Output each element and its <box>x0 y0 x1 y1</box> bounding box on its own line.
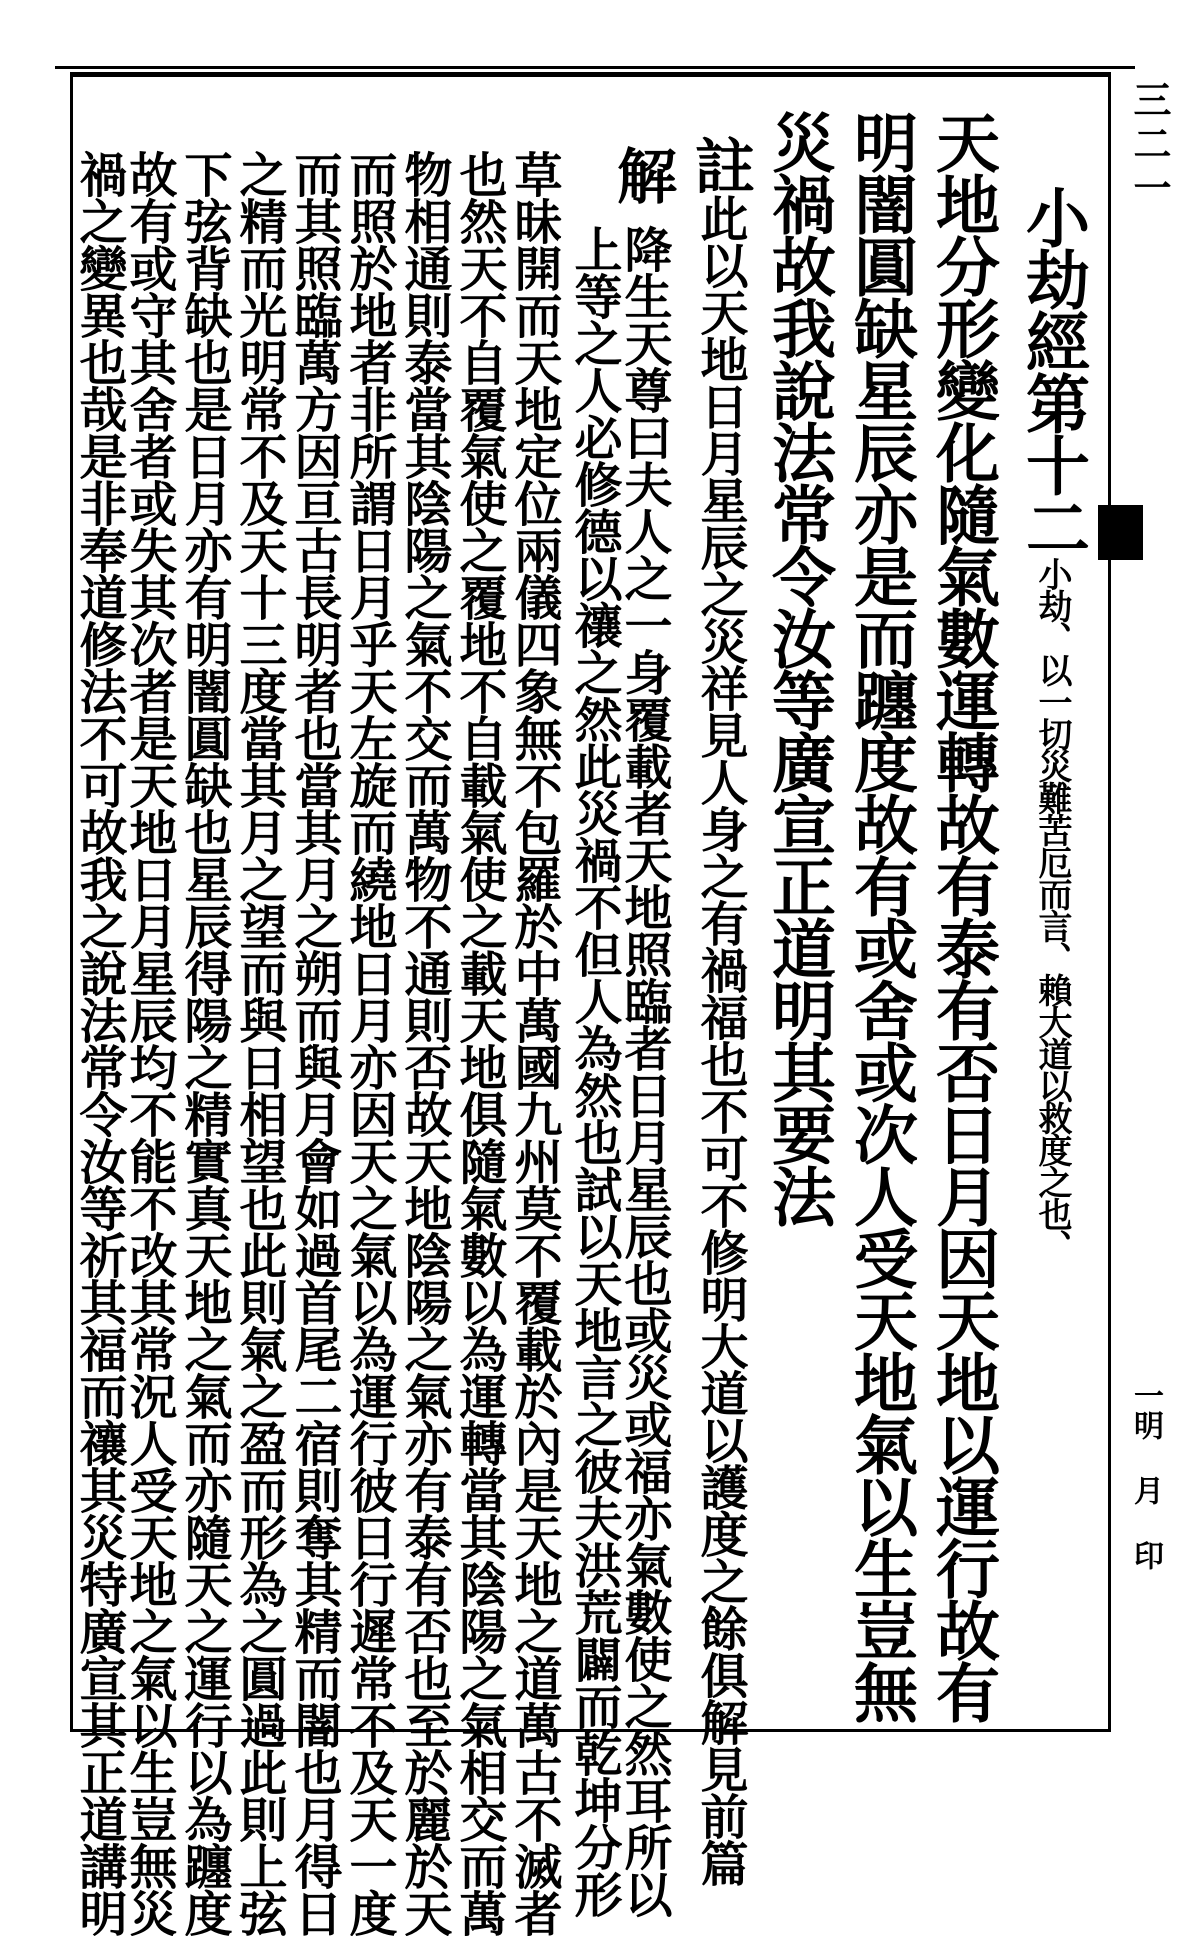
scripture-line-2: 明闇圓缺星辰亦是而躔度故有或舍或次人受天地氣以生豈無 <box>843 110 918 1722</box>
explain-label: 解 <box>607 145 677 205</box>
scripture-line-3: 災禍故我說法常令汝等廣宣正道明其要法 <box>761 110 836 1226</box>
chapter-title: 小劫經第十二 <box>1015 185 1090 557</box>
explain-line-10: 故有或守其舍者或失其次者是天地日月星辰均不能不改其常況人受天地之氣以生豈無災 <box>121 150 177 1936</box>
frame-right-rule <box>1108 72 1111 1732</box>
margin-bottom-text: 一明 月 印 <box>1128 1380 1163 1570</box>
note-text: 此以天地日月星辰之災祥見人身之有禍福也不可不修明大道以護度之餘俱解見前篇 <box>692 194 748 1886</box>
explain-line-5: 物相通則泰當其陰陽之氣不交而萬物不通則否故天地陰陽之氣亦有泰有否也至於麗於天 <box>396 150 452 1936</box>
margin-top-text: 三二一 <box>1127 80 1172 212</box>
explain-line-3: 草昧開而天地定位兩儀四象無不包羅於中萬國九州莫不覆載於內是天地之道萬古不滅者 <box>506 150 562 1936</box>
title-column <box>1015 185 1090 1805</box>
note-column <box>685 135 755 1886</box>
explain-line-8: 之精而光明常不及天十三度當其月之望而與日相望也此則氣之盈而形為之圓過此則上弦 <box>231 150 287 1936</box>
title-note: 小劫、以一切災難苦厄而言、賴大道以救度之也、 <box>1032 557 1072 1261</box>
margin-black-tab <box>1098 505 1143 560</box>
explain-line-2: 上等之人必修德以禳之然此災禍不但人為然也試以天地言之彼夫洪荒闢而乾坤分形 <box>566 225 622 1917</box>
explain-line-6: 而照於地者非所謂日月乎天左旋而繞地日月亦因天之氣以為運行彼日行遲常不及天一度 <box>341 150 397 1936</box>
top-rule <box>55 66 1135 69</box>
explain-line-4: 也然天不自覆氣使之覆地不自載氣使之載天地俱隨氣數以為運轉當其陰陽之氣相交而萬 <box>451 150 507 1936</box>
explain-line-9: 下弦背缺也是日月亦有明闇圓缺也星辰得陽之精實真天地之氣而亦隨天之運行以為躔度 <box>176 150 232 1936</box>
explain-line-11: 禍之變異也哉是非奉道修法不可故我之說法常令汝等祈其福而禳其災特廣宣其正道講明 <box>71 150 127 1936</box>
explain-line-1: 降生天尊曰夫人之一身覆載者天地照臨者日月星辰也或災或福亦氣數使之然耳所以 <box>616 225 672 1917</box>
note-label: 註 <box>685 135 755 194</box>
scripture-line-1: 天地分形變化隨氣數運轉故有泰有否日月因天地以運行故有 <box>925 110 1000 1722</box>
explain-line-7: 而其照臨萬方因亘古長明者也當其月之朔而與月會如過首尾二宿則奪其精而闇也月得日 <box>286 150 342 1936</box>
